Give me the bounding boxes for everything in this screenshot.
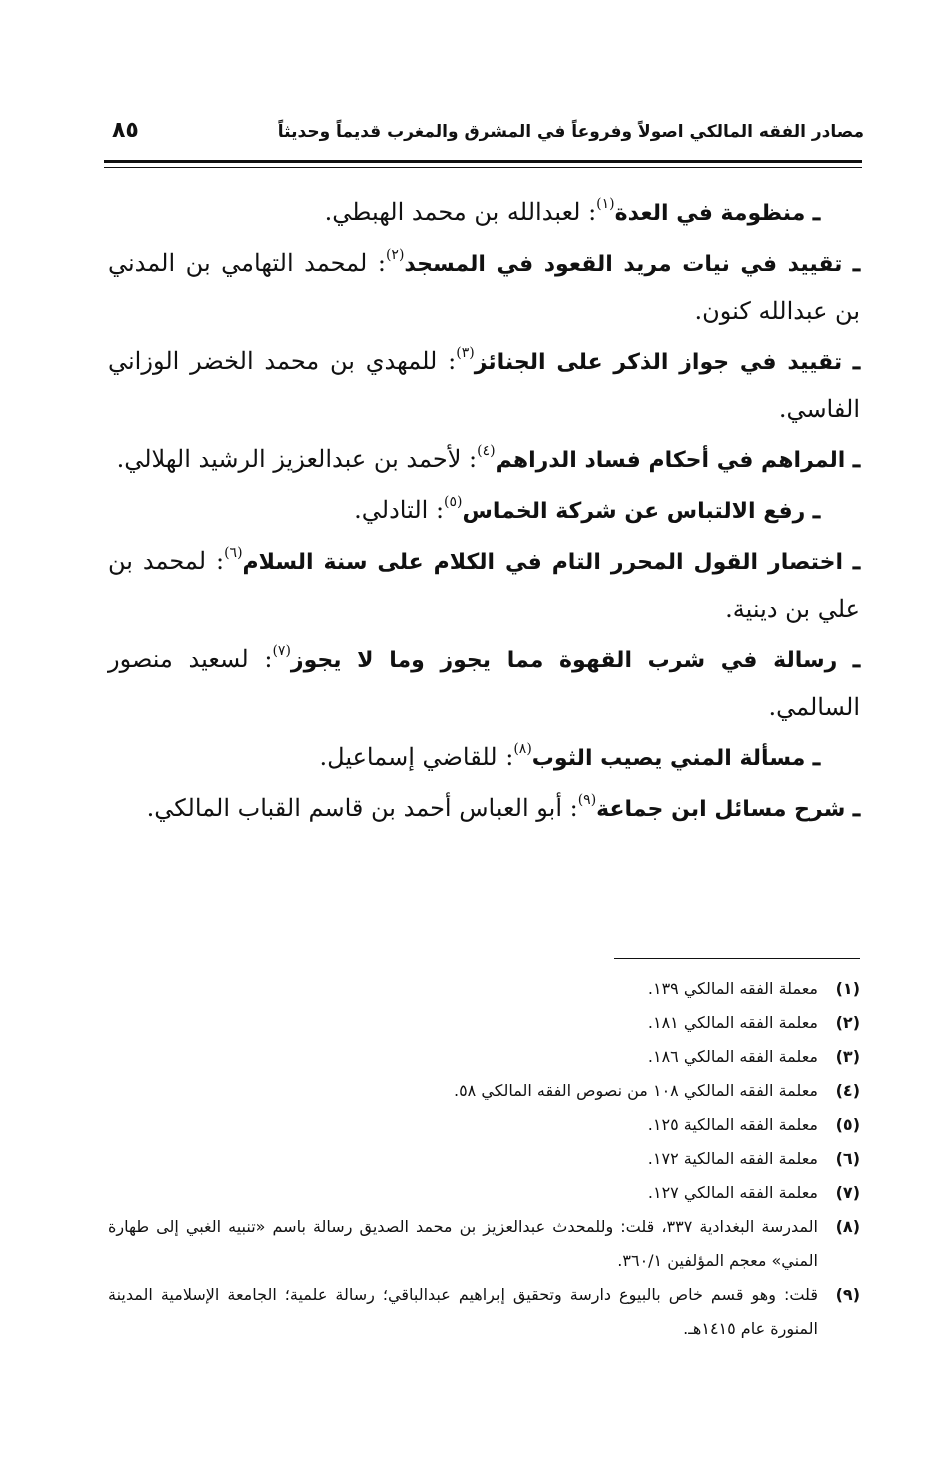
footnote-text: معلمة الفقه المالكية ١٢٥.: [647, 1115, 818, 1134]
entry-title: اختصار القول المحرر التام في الكلام على سنة السلام: [242, 550, 844, 575]
entry-title: تقييد في جواز الذكر على الجنائز: [474, 350, 843, 375]
entry-author: : التادلي.: [354, 496, 445, 524]
footnote-number: (٢): [835, 1013, 860, 1032]
footnote-number: (٧): [835, 1183, 860, 1202]
main-content: [108, 188, 860, 835]
footnote-ref[interactable]: (٩): [577, 792, 597, 808]
footnote: [108, 1142, 860, 1176]
footnote-ref[interactable]: (٢): [385, 247, 405, 263]
entry-author: : للمهدي بن محمد الخضر الوزاني الفاسي.: [108, 347, 860, 423]
entry-author: : لمحمد التهامي بن المدني بن عبدالله كنون.: [108, 249, 860, 325]
entry-title: تقييد في نيات مريد القعود في المسجد: [404, 252, 843, 277]
footnote-number: (٥): [835, 1115, 860, 1134]
entry-title: رفع الالتباس عن شركة الخماس: [462, 499, 806, 524]
footnote-text: معلمة الفقه المالكي ١٢٧.: [647, 1183, 818, 1202]
footnote-ref[interactable]: (٤): [477, 443, 496, 459]
list-item: [108, 635, 860, 731]
header-rule-thin: [104, 167, 862, 168]
entry-dash: ـ: [852, 444, 860, 473]
footnote-text: معلمة الفقه المالكية ١٧٢.: [647, 1149, 818, 1168]
entry-dash: ـ: [812, 197, 820, 226]
entry-author: : لمحمد بن علي بن دينية.: [108, 547, 860, 623]
entry-dash: ـ: [852, 248, 860, 277]
footnote-text: المدرسة البغدادية ٣٣٧، قلت: وللمحدث عبدالعزيز بن محمد الصديق رسالة باسم «تنبيه الغبي إلى طهارة المني» معجم المؤلفين ٣٦٠/١.: [108, 1217, 819, 1270]
entry-author: : للقاضي إسماعيل.: [319, 743, 514, 771]
footnote: [108, 1040, 860, 1074]
footnote-ref[interactable]: (٨): [513, 741, 532, 757]
footnote-text: معملة الفقه المالكي ١٣٩.: [647, 979, 818, 998]
entry-title: مسألة المني يصيب الثوب: [531, 746, 806, 771]
footnote-number: (٨): [835, 1217, 860, 1236]
entry-dash: ـ: [852, 644, 860, 673]
header-rule: [104, 160, 862, 163]
footnote: [108, 972, 860, 1006]
footnote-text: معلمة الفقه المالكي ١٠٨ من نصوص الفقه المالكي ٥٨.: [453, 1081, 818, 1100]
list-item: [108, 537, 860, 633]
footnote: [108, 1074, 860, 1108]
footnote-ref[interactable]: (٣): [456, 345, 475, 361]
footnote-separator: [614, 958, 860, 959]
footnote-number: (٦): [835, 1149, 860, 1168]
entry-title: منظومة في العدة: [614, 201, 806, 226]
footnote: [108, 1108, 860, 1142]
list-item: [108, 337, 860, 433]
page-number: ٨٥: [112, 118, 139, 143]
list-item: [108, 733, 860, 782]
footnote-number: (١): [835, 979, 860, 998]
running-header: [108, 118, 864, 154]
footnotes: [108, 972, 860, 1346]
header-title: مصادر الفقه المالكي اصولاً وفروعاً في المشرق والمغرب قديماً وحديثاً: [277, 122, 864, 142]
entry-dash: ـ: [852, 346, 860, 375]
footnote-number: (٩): [835, 1285, 860, 1304]
list-item: [108, 486, 860, 535]
entry-author: : لأحمد بن عبدالعزيز الرشيد الهلالي.: [116, 445, 478, 473]
footnote-ref[interactable]: (٧): [272, 643, 291, 659]
entry-dash: ـ: [812, 495, 820, 524]
entry-dash: ـ: [852, 793, 860, 822]
footnote-number: (٣): [835, 1047, 860, 1066]
entry-title: المراهم في أحكام فساد الدراهم: [495, 448, 846, 473]
footnote: [108, 1176, 860, 1210]
entry-title: رسالة في شرب القهوة مما يجوز وما لا يجوز: [290, 648, 838, 673]
footnote-text: معلمة الفقه المالكي ١٨١.: [647, 1013, 818, 1032]
list-item: [108, 784, 860, 833]
entry-title: شرح مسائل ابن جماعة: [596, 797, 846, 822]
entry-author: : لعبدالله بن محمد الهبطي.: [324, 198, 597, 226]
footnote-ref[interactable]: (٥): [444, 494, 463, 510]
list-item: [108, 435, 860, 484]
footnote-text: معلمة الفقه المالكي ١٨٦.: [647, 1047, 818, 1066]
footnote-text: قلت: وهو قسم خاص بالبيوع دارسة وتحقيق إبراهيم عبدالباقي؛ رسالة علمية؛ الجامعة الإسلامية المدينة المنورة عام ١٤١٥هـ.: [108, 1285, 818, 1338]
footnote: [108, 1210, 860, 1278]
footnote: [108, 1006, 860, 1040]
footnote-ref[interactable]: (٦): [224, 545, 243, 561]
entry-author: : لسعيد منصور السالمي.: [108, 645, 860, 721]
list-item: [108, 188, 860, 237]
footnote-number: (٤): [835, 1081, 860, 1100]
footnote-ref[interactable]: (١): [596, 196, 615, 212]
entry-author: : أبو العباس أحمد بن قاسم القباب المالكي.: [146, 794, 578, 822]
list-item: [108, 239, 860, 335]
entry-dash: ـ: [812, 742, 820, 771]
footnote: [108, 1278, 860, 1346]
entry-dash: ـ: [852, 546, 860, 575]
